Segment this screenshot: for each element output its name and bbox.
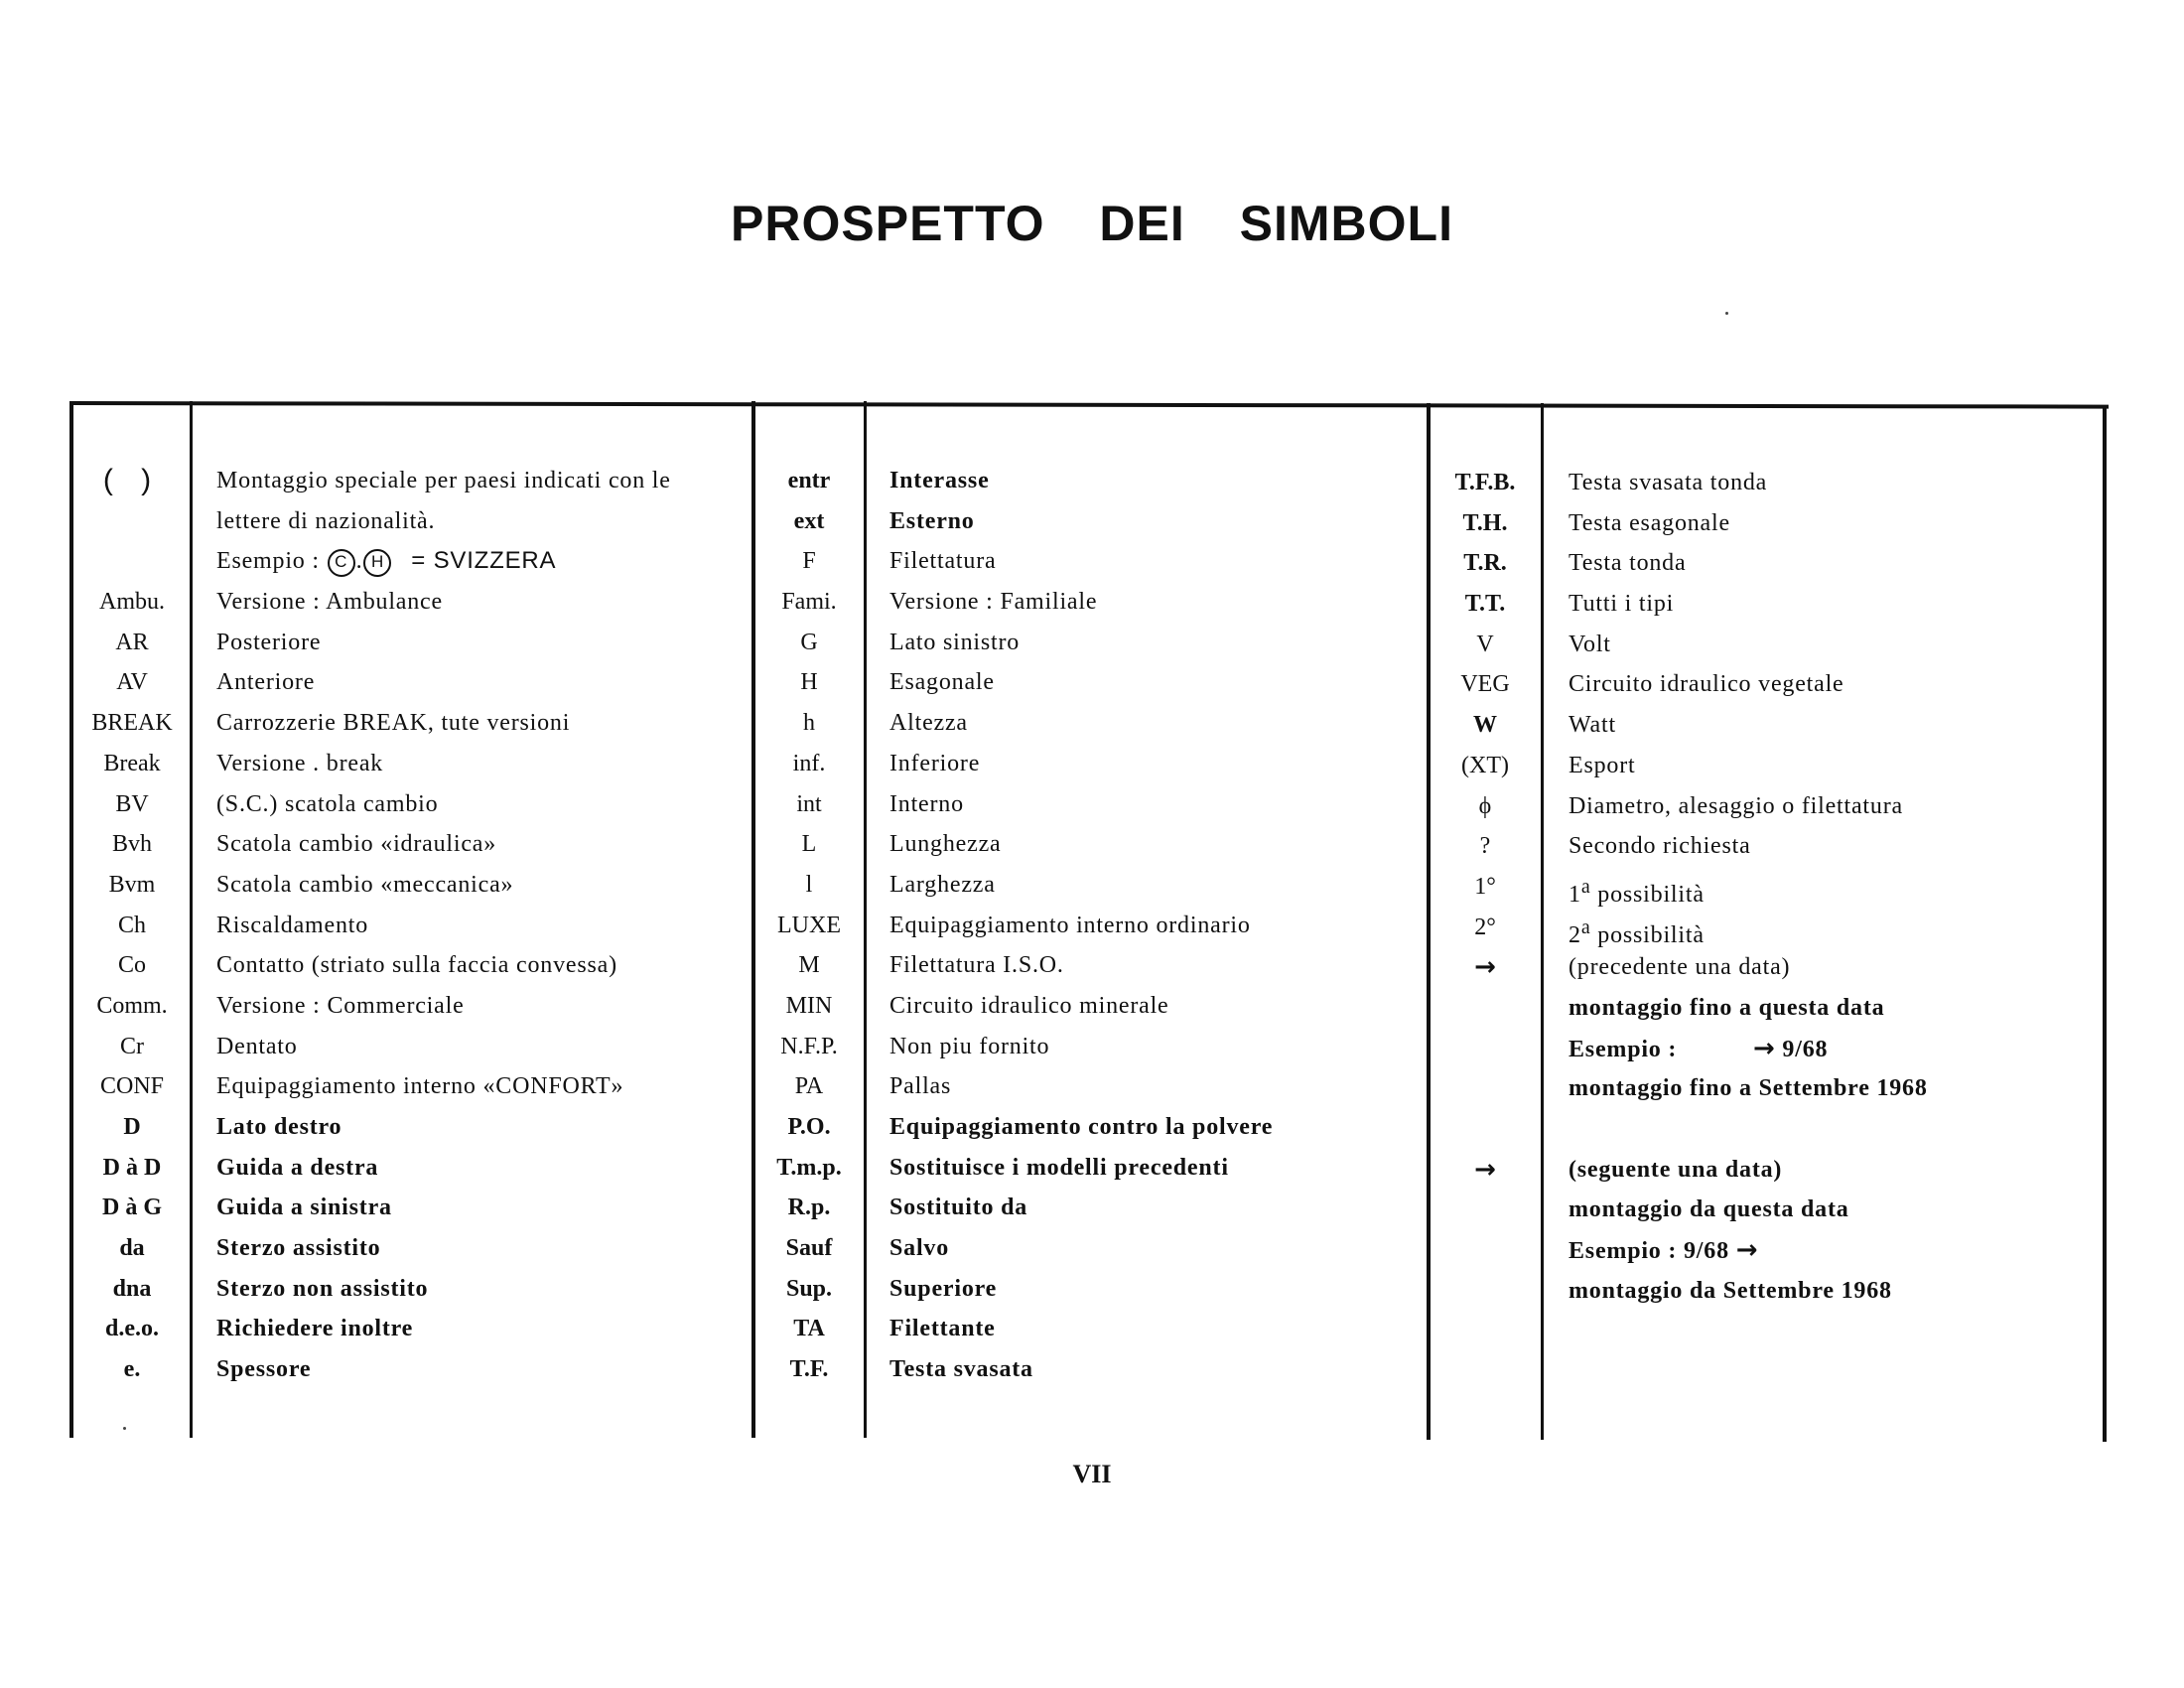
col2-symbols [756,461,862,1390]
description-cell: Posteriore [216,629,322,655]
description-cell: Superiore [889,1275,998,1302]
description-cell [1569,867,2095,908]
example-label: Esempio : [1569,1036,1678,1062]
symbol-cell: TA [793,1316,825,1342]
symbol-cell: l [805,871,813,898]
symbol-cell: da [119,1235,145,1262]
symbol-cell: T.F. [789,1356,829,1383]
symbol-cell: dna [112,1275,152,1302]
description-cell: Non piu fornito [889,1033,1050,1059]
description-cell: Versione : Ambulance [216,589,443,616]
description-cell: Secondo richiesta [1569,833,1751,860]
description-cell: Sostituito da [889,1195,1028,1221]
description-cell: Versione : Commerciale [216,992,465,1019]
description-cell: Testa svasata [889,1356,1033,1383]
circled-letter-c: C [328,549,355,577]
page-title: PROSPETTO DEI SIMBOLI [731,196,1453,251]
description-cell: Richiedere inoltre [216,1316,414,1342]
example-date: 9/68 [1782,1036,1829,1062]
ordinal-text: possibilità [1590,881,1705,908]
symbol-cell: BREAK [91,710,173,737]
description-cell: Sterzo non assistito [216,1275,429,1302]
symbol-cell: Break [103,750,161,776]
description-cell: Montaggio speciale per paesi indicati con le [216,468,671,493]
ordinal-suffix: a [1580,915,1591,938]
symbol-cell [1433,1150,1538,1191]
arrow-right-icon: → [1753,1033,1776,1063]
col2-desc-rule [1427,403,1431,1440]
col1-descriptions [216,461,745,1390]
symbol-cell: BV [115,790,149,817]
description-cell: Testa tonda [1569,550,1687,577]
description-cell: Sterzo assistito [216,1235,381,1262]
description-cell: (S.C.) scatola cambio [216,790,439,817]
description-cell: Versione . break [216,750,384,776]
symbol-cell: Sup. [785,1275,833,1302]
symbol-cell: int [796,790,822,817]
symbol-cell [1433,1029,1538,1069]
symbol-cell: ext [793,507,825,534]
description-cell: Salvo [889,1235,950,1262]
page-number: VII [1072,1460,1112,1488]
description-cell: Circuito idraulico vegetale [1569,671,1844,698]
symbol-cell: H [800,669,818,696]
col2-descriptions [889,461,1421,1390]
symbol-cell [1433,1109,1538,1150]
col3-descriptions [1569,463,2095,1311]
description-cell: montaggio fino a questa data [1569,994,1885,1021]
description-cell [1569,908,2095,948]
description-cell [1569,1109,2095,1150]
symbol-cell: M [798,952,820,979]
description-cell: Testa svasata tonda [1569,470,1768,495]
symbol-cell: D à G [102,1195,162,1221]
symbol-cell: V [1476,631,1494,657]
symbol-cell: G [800,629,818,655]
description-cell: montaggio da Settembre 1968 [1569,1277,1892,1304]
symbol-cell: Cr [120,1033,144,1059]
symbol-cell: Bvm [108,871,156,898]
symbol-cell: MIN [785,992,833,1019]
symbol-cell [77,461,187,501]
arrow-right-icon: → [1474,952,1496,983]
symbol-cell: Bvh [111,831,152,858]
symbol-cell: L [801,831,817,858]
description-cell [1569,1029,2095,1069]
symbol-cell: Comm. [96,992,168,1019]
description-cell: Interno [889,790,964,817]
bracket-pair-icon: ( ) [102,464,162,496]
ordinal-suffix: a [1580,875,1591,898]
symbol-cell: 2° [1474,914,1496,940]
description-cell: montaggio fino a Settembre 1968 [1569,1075,1928,1102]
symbol-cell: T.R. [1463,550,1507,577]
symbol-cell: Sauf [785,1235,833,1262]
description-cell: Scatola cambio «meccanica» [216,871,514,898]
example-label: Esempio : [216,548,320,575]
symbol-cell: R.p. [787,1195,831,1221]
scan-speck [123,1427,126,1430]
col3-sym-rule [1541,403,1544,1440]
symbol-cell: T.m.p. [776,1154,842,1181]
symbol-cell: AV [116,669,148,696]
ordinal-number: 1 [1569,881,1581,908]
circled-letter-h: H [363,549,391,577]
table-right-rule [2103,405,2107,1442]
description-cell: (precedente una data) [1569,954,1791,981]
symbol-cell: 1° [1474,873,1496,900]
col1-sym-rule [190,401,193,1438]
symbol-cell: AR [115,629,149,655]
description-cell: Spessore [216,1356,312,1383]
ordinal-text: possibilità [1590,921,1705,948]
symbol-cell [77,541,187,582]
symbol-cell: W [1473,712,1497,739]
symbol-cell: CONF [99,1073,165,1100]
symbol-cell: Fami. [781,589,837,616]
dot-separator: . [355,548,363,575]
description-cell: montaggio da questa data [1569,1196,1849,1223]
symbol-cell: (XT) [1461,752,1509,778]
symbol-cell [1433,1068,1538,1109]
ordinal-number: 2 [1569,921,1581,948]
description-cell: Pallas [889,1073,952,1100]
description-cell: Volt [1569,631,1611,657]
col1-symbols [77,461,187,1390]
description-cell: Guida a sinistra [216,1195,392,1221]
symbol-cell: PA [794,1073,824,1100]
symbol-cell: h [803,710,815,737]
symbol-cell: F [802,548,816,575]
col1-desc-rule [751,401,755,1438]
symbol-cell: e. [123,1356,141,1383]
arrow-right-icon: → [1735,1235,1759,1266]
symbol-cell [1433,988,1538,1029]
col3-symbols [1433,463,1538,1190]
table-left-rule [69,401,73,1438]
description-cell: Altezza [889,710,968,737]
description-cell: Diametro, alesaggio o filettatura [1569,792,1903,819]
description-cell: Dentato [216,1033,298,1059]
symbol-cell: d.e.o. [105,1316,159,1342]
description-cell: Testa esagonale [1569,509,1730,536]
description-cell: (seguente una data) [1569,1156,1783,1183]
symbol-cell: T.T. [1464,591,1506,618]
scan-speck [1725,312,1728,315]
col2-sym-rule [864,401,867,1438]
arrow-right-icon: → [1474,1154,1496,1185]
description-cell: Esagonale [889,669,995,696]
symbol-cell: LUXE [777,912,841,938]
description-cell: Inferiore [889,750,981,776]
description-cell: Equipaggiamento interno «CONFORT» [216,1073,624,1100]
description-cell: Interasse [889,468,990,493]
description-cell: Larghezza [889,871,996,898]
description-cell: Carrozzerie BREAK, tute versioni [216,710,571,737]
symbol-cell [1433,947,1538,988]
symbol-cell: ? [1479,833,1491,860]
symbol-cell: D [123,1114,141,1140]
symbol-cell: P.O. [787,1114,831,1140]
description-cell: Guida a destra [216,1154,379,1181]
description-cell: Versione : Familiale [889,589,1098,616]
symbol-cell: T.F.B. [1454,470,1516,495]
description-cell: Esterno [889,507,975,534]
symbol-cell: Ch [117,912,146,938]
description-cell: Esport [1569,752,1636,778]
description-cell: Anteriore [216,669,316,696]
description-cell: Scatola cambio «idraulica» [216,831,497,858]
example-label: Esempio : 9/68 [1569,1238,1729,1265]
symbol-cell: Ambu. [99,589,165,616]
description-cell: Circuito idraulico minerale [889,992,1169,1019]
description-cell: Lunghezza [889,831,1002,858]
description-cell: Filettatura I.S.O. [889,952,1064,979]
symbol-cell: N.F.P. [780,1033,838,1059]
description-cell [216,541,745,582]
description-cell: Contatto (striato sulla faccia convessa) [216,952,617,979]
symbol-cell: D à D [102,1154,162,1181]
symbol-cell [77,501,187,542]
description-cell: Equipaggiamento interno ordinario [889,912,1251,938]
symbol-cell: inf. [792,750,826,776]
symbol-cell: Co [117,952,146,979]
description-cell: Sostituisce i modelli precedenti [889,1154,1229,1181]
example-result: = SVIZZERA [411,547,557,575]
symbol-cell: T.H. [1462,509,1508,536]
description-cell: Filettante [889,1316,996,1342]
description-cell: Riscaldamento [216,912,369,938]
description-cell: Lato sinistro [889,629,1021,655]
description-cell: Filettatura [889,548,997,575]
description-cell [1569,1230,2095,1271]
description-cell: Watt [1569,712,1616,739]
table-top-rule [73,401,2109,409]
description-cell: lettere di nazionalità. [216,507,436,534]
symbol-cell: VEG [1460,671,1510,698]
symbol-cell: ϕ [1478,792,1492,819]
description-cell: Tutti i tipi [1569,591,1675,618]
description-cell: Lato destro [216,1114,342,1140]
symbol-cell: entr [787,468,831,493]
description-cell: Equipaggiamento contro la polvere [889,1114,1274,1140]
